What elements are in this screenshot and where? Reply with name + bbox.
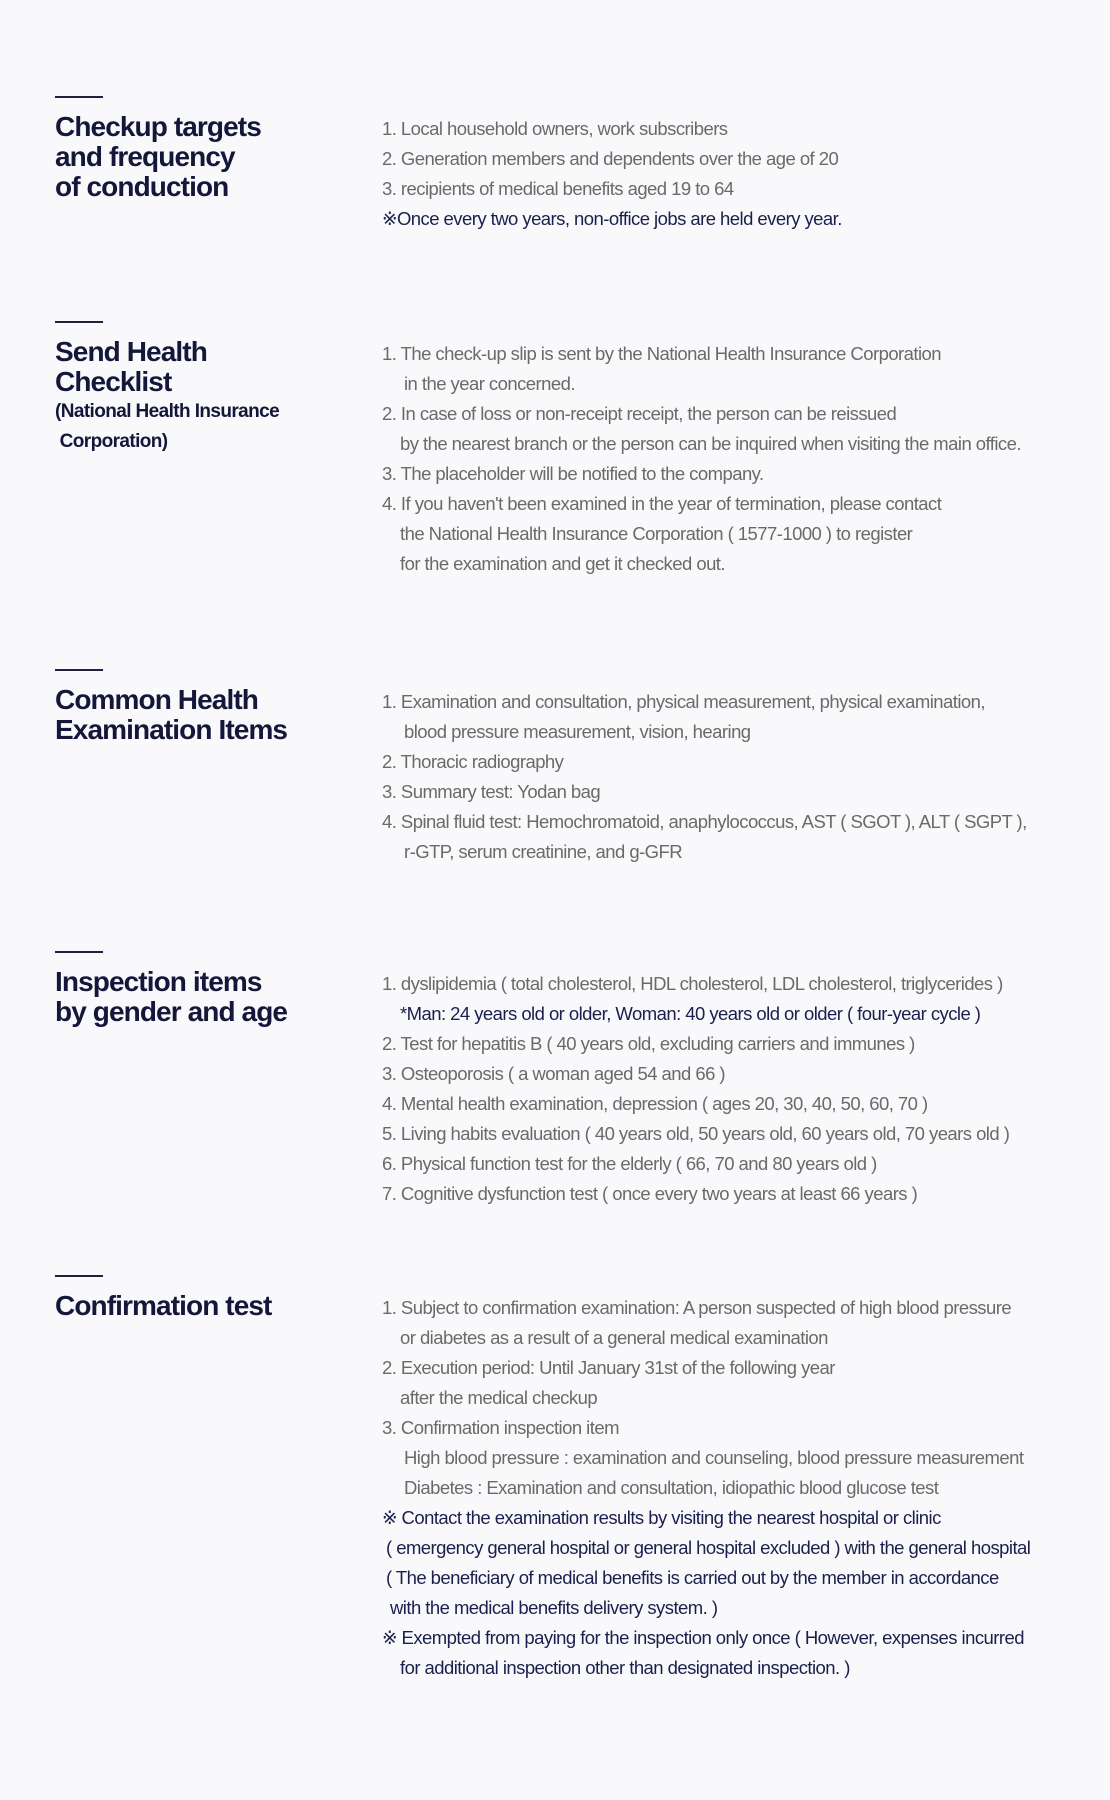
heading-line: of conduction: [55, 171, 229, 202]
note-line: ( The beneficiary of medical benefits is carried out by the member in accordance: [386, 1567, 999, 1588]
note-line: *Man: 24 years old or older, Woman: 40 years old or older ( four-year cycle ): [400, 1003, 981, 1024]
body-line: 3. recipients of medical benefits aged 19 to 64: [382, 178, 734, 199]
body-line: 1. dyslipidemia ( total cholesterol, HDL cholesterol, LDL cholesterol, triglycerides ): [382, 973, 1003, 994]
body-line: 6. Physical function test for the elderly ( 66, 70 and 80 years old ): [382, 1153, 877, 1174]
section-heading: [55, 1291, 315, 1321]
section-body: [382, 969, 1082, 1209]
section-divider: [55, 321, 103, 323]
section-body: [382, 114, 1082, 234]
body-line: 4. Spinal fluid test: Hemochromatoid, anaphylococcus, AST ( SGOT ), ALT ( SGPT ),: [382, 811, 1027, 832]
body-line: 1. Subject to confirmation examination: A person suspected of high blood pressure: [382, 1297, 1012, 1318]
section-heading: [55, 967, 315, 1027]
body-line: r-GTP, serum creatinine, and g-GFR: [404, 841, 683, 862]
body-line: the National Health Insurance Corporation ( 1577-1000 ) to register: [400, 523, 913, 544]
section-body: [382, 687, 1082, 867]
heading-line: and frequency: [55, 141, 235, 172]
body-line: High blood pressure : examination and counseling, blood pressure measurement: [404, 1447, 1024, 1468]
section-body: [382, 1293, 1082, 1683]
body-line: or diabetes as a result of a general medical examination: [400, 1327, 828, 1348]
note-line: ※Once every two years, non-office jobs are held every year.: [382, 208, 842, 229]
section-heading: [55, 112, 315, 202]
section-divider: [55, 669, 103, 671]
section-body: [382, 339, 1082, 579]
body-line: 7. Cognitive dysfunction test ( once every two years at least 66 years ): [382, 1183, 918, 1204]
body-line: 1. Local household owners, work subscribers: [382, 118, 728, 139]
body-line: in the year concerned.: [404, 373, 575, 394]
heading-line: Checkup targets: [55, 111, 261, 142]
heading-subtitle: Corporation): [55, 431, 168, 452]
body-line: 1. The check-up slip is sent by the National Health Insurance Corporation: [382, 343, 942, 364]
body-line: by the nearest branch or the person can be inquired when visiting the main office.: [400, 433, 1021, 454]
body-line: 2. Generation members and dependents over the age of 20: [382, 148, 839, 169]
body-line: 5. Living habits evaluation ( 40 years old, 50 years old, 60 years old, 70 years old ): [382, 1123, 1010, 1144]
body-line: after the medical checkup: [400, 1387, 598, 1408]
section-heading: [55, 685, 315, 745]
body-line: 2. Test for hepatitis B ( 40 years old, excluding carriers and immunes ): [382, 1033, 915, 1054]
section-heading: [55, 337, 315, 457]
heading-line: Inspection items: [55, 966, 262, 997]
body-line: 1. Examination and consultation, physical measurement, physical examination,: [382, 691, 985, 712]
body-line: 3. Confirmation inspection item: [382, 1417, 619, 1438]
body-line: 2. In case of loss or non-receipt receipt, the person can be reissued: [382, 403, 897, 424]
body-line: Diabetes : Examination and consultation, idiopathic blood glucose test: [404, 1477, 939, 1498]
section-divider: [55, 1275, 103, 1277]
body-line: 3. Osteoporosis ( a woman aged 54 and 66 ): [382, 1063, 726, 1084]
body-line: 4. If you haven't been examined in the year of termination, please contact: [382, 493, 942, 514]
body-line: 2. Execution period: Until January 31st of the following year: [382, 1357, 835, 1378]
section-divider: [55, 96, 103, 98]
body-line: 3. The placeholder will be notified to the company.: [382, 463, 764, 484]
heading-line: Examination Items: [55, 714, 288, 745]
heading-line: Confirmation test: [55, 1290, 272, 1321]
heading-line: by gender and age: [55, 996, 288, 1027]
heading-subtitle: (National Health Insurance: [55, 401, 280, 422]
heading-line: Send Health: [55, 336, 207, 367]
body-line: 2. Thoracic radiography: [382, 751, 564, 772]
heading-line: Common Health: [55, 684, 258, 715]
body-line: 4. Mental health examination, depression ( ages 20, 30, 40, 50, 60, 70 ): [382, 1093, 928, 1114]
note-line: ※ Exempted from paying for the inspection only once ( However, expenses incurred: [382, 1627, 1024, 1648]
note-line: for additional inspection other than designated inspection. ): [400, 1657, 850, 1678]
body-line: 3. Summary test: Yodan bag: [382, 781, 601, 802]
body-line: for the examination and get it checked out.: [400, 553, 725, 574]
note-line: ( emergency general hospital or general hospital excluded ) with the general hospital: [386, 1537, 1031, 1558]
note-line: with the medical benefits delivery system. ): [390, 1597, 718, 1618]
note-line: ※ Contact the examination results by visiting the nearest hospital or clinic: [382, 1507, 941, 1528]
body-line: blood pressure measurement, vision, hearing: [404, 721, 751, 742]
section-divider: [55, 951, 103, 953]
heading-line: Checklist: [55, 366, 172, 397]
